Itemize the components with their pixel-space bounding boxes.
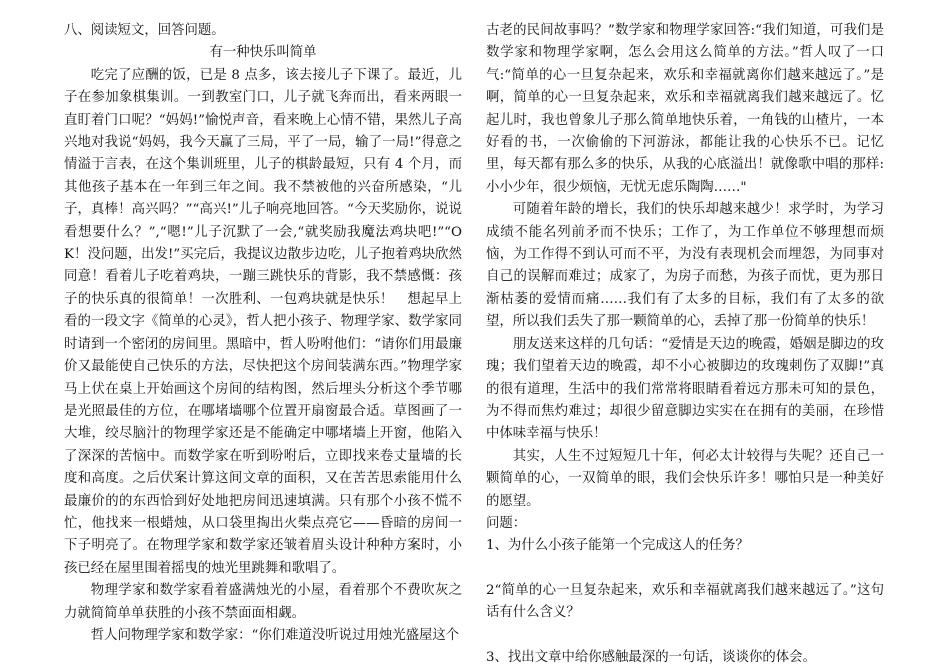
story-paragraph: 哲人问物理学家和数学家：“你们难道没听说过用烛光盛屋这个: [90, 627, 460, 643]
story-paragraph: 朋友送来这样的几句话：“爱情是天边的晚霞，婚姻是脚边的玫瑰；我们望着天边的晚霞，却不小心被脚边的玫瑰刺伤了双脚!”真的很有道理，生活中的我们常常将眼睛看着远方那未可知的景色，为不得而焦灼难过；却很少留意脚边实实在在拥有的美丽，在珍惜中体味幸福与快乐！: [486, 336, 884, 442]
answer-space: [486, 625, 884, 647]
right-column: [486, 20, 884, 669]
question-3: 3、找出文章中给你感触最深的一句话，谈谈你的体会。: [486, 649, 816, 665]
question-2: 2“简单的心一旦复杂起来，欢乐和幸福就离我们越来越远了。”这句话有什么含义？: [486, 582, 884, 621]
answer-space: [486, 558, 884, 580]
article-title: 有一种快乐叫简单: [209, 45, 317, 61]
section-heading: 八、阅读短文，回答问题。: [64, 23, 225, 38]
question-1: 1、为什么小孩子能第一个完成这人的任务？: [486, 538, 749, 554]
story-paragraph: 可随着年龄的增长，我们的快乐却越来越少！求学时，为学习成绩不能名列前矛而不快乐；工作了，为工作单位不够理想而烦恼，为工作得不到认可而不平，为没有表现机会而埋怨，为同事对自己的误解而难过；成家了，为房子而愁，为孩子而忧，更为那日渐枯萎的爱情而痛……我们有了太多的目标，我们有了太多的欲望，所以我们丢失了那一颗简单的心，丢掉了那一份简单的快乐！: [486, 202, 884, 330]
story-paragraph: 其实，人生不过短短几十年，何必太计较得与失呢？还自己一颗简单的心，一双简单的眼，我们会快乐许多！哪怕只是一种美好的愿望。: [486, 448, 884, 509]
questions-label: 问题：: [486, 515, 527, 531]
left-column: [64, 20, 462, 647]
story-paragraph: 古老的民间故事吗？”数学家和物理学家回答:“我们知道，可我们是数学家和物理学家啊，怎么会用这么简单的方法。”哲人叹了一口气:“简单的心一旦复杂起来，欢乐和幸福就离你们越来越远了。”是啊，简单的心一旦复杂起来，欢乐和幸福就离我们越来越远了。忆起儿时，我也曾象儿子那么简单地快乐着，一角钱的山楂片，一本好看的书，一次偷偷的下河游泳，都能让我的心快乐不已。记忆里，每天都有那么多的快乐，从我的心底溢出！就像歌中唱的那样:小小少年，很少烦恼，无忧无虑乐陶陶……": [486, 23, 884, 195]
story-paragraph: 吃完了应酬的饭，已是 8 点多，该去接儿子下课了。最近，儿子在参加象棋集训。一到教室门口，儿子就飞奔而出，看来两眼一直盯着门口呢？“妈妈!”愉悦声音，看来晚上心情不错，果然儿子高兴地对我说“妈妈，我今天赢了三局，平了一局，输了一局!”得意之情溢于言表，在这个集训班里，儿子的棋龄最短，只有 4 个月，而其他孩子基本在一年到三年之间。我不禁被他的兴奋所感染，“儿子，真棒！高兴吗？”“高兴!”儿子响亮地回答。“今天奖励你，说说看想要什么？”,“嗯!”儿子沉默了一会,“就奖励我魔法鸡块吧!”“OK！没问题，出发!”买完后，我提议边散步边吃，儿子抱着鸡块欣然同意！看着儿子吃着鸡块，一蹦三跳快乐的背影，我不禁感慨：孩子的快乐真的很简单！一次胜利、一包鸡块就是快乐！ 想起早上看的一段文字《简单的心灵》，哲人把小孩子、物理学家、数学家同时请到一个密闭的房间里。黑暗中，哲人吩咐他们：“请你们用最廉价又最能使自己快乐的方法，尽快把这个房间装满东西。”物理学家马上伏在桌上开始画这个房间的结构图，然后埋头分析这个季节哪是光照最佳的方位，在哪堵墙哪个位置开扇窗最合适。草图画了一大堆，绞尽脑汁的物理学家还是不能确定中哪堵墙上开窗，他陷入了深深的苦恼中。而数学家在听到吩咐后，立即找来卷丈量墙的长度和高度。之后伏案计算这间文章的面积，又在苦苦思索能用什么最廉价的的东西恰到好处地把房间迅速填满。只有那个小孩不慌不忙，他找来一根蜡烛，从口袋里掏出火柴点亮它——昏暗的房间一下子明亮了。在物理学家和数学家还皱着眉头设计种种方案时，小孩已经在屋里围着摇曳的烛光里跳舞和歌唱了。: [64, 67, 462, 576]
story-paragraph: 物理学家和数学家看着盛满烛光的小屋，看着那个不费吹灰之力就简简单单获胜的小孩不禁面面相觑。: [64, 583, 462, 621]
